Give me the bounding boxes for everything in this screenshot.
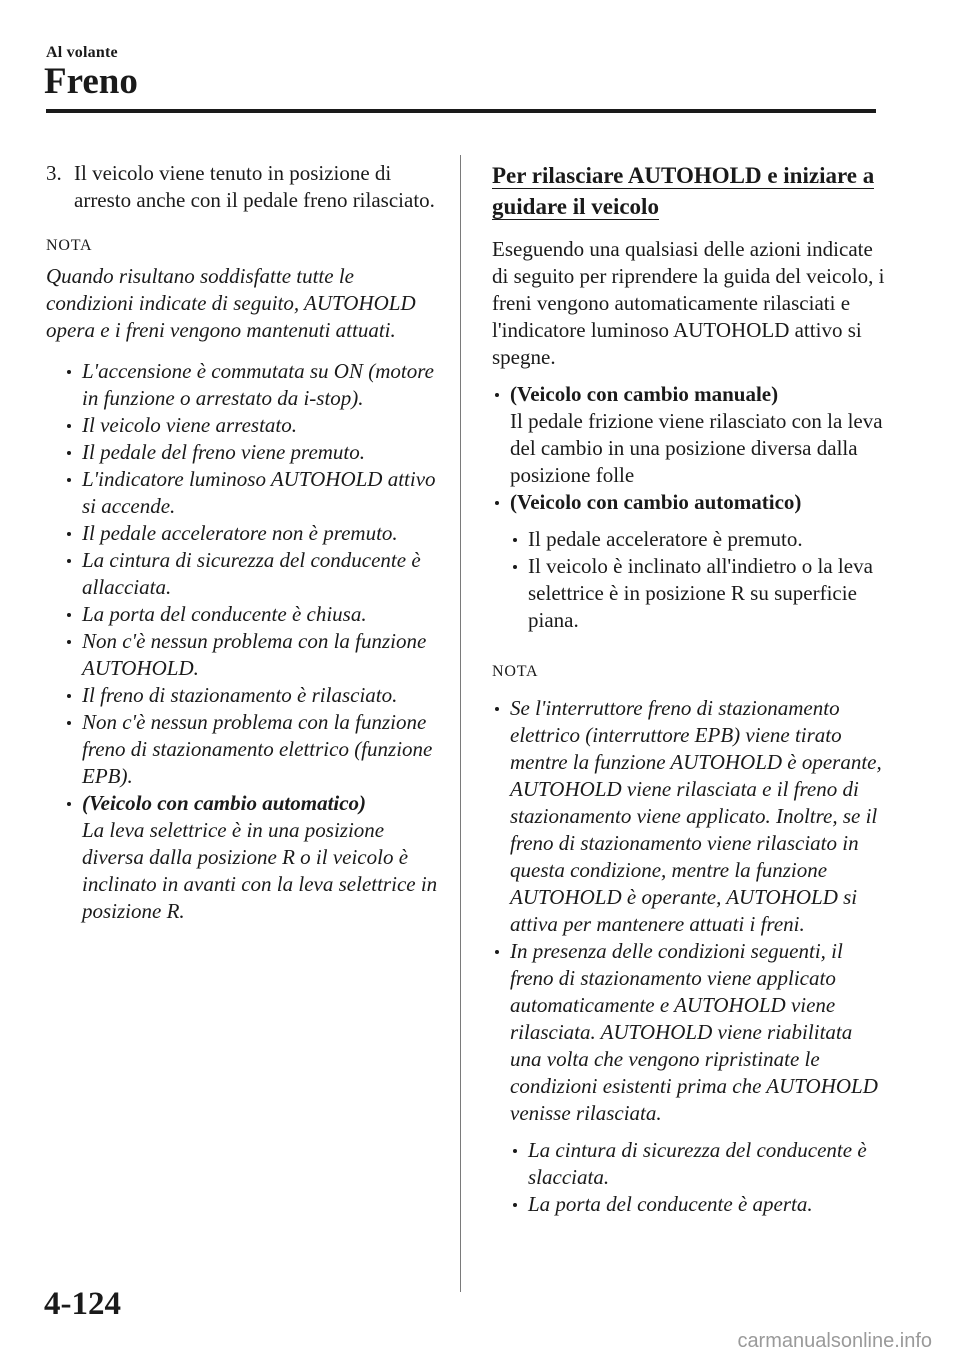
note-label: NOTA <box>46 237 93 254</box>
list-item: La cintura di sicurezza del conducente è slacciata. <box>510 1137 887 1191</box>
bullet-icon <box>67 370 71 374</box>
note-intro: Quando risultano soddisfatte tutte le condizioni indicate di seguito, AUTOHOLD opera e i freni vengono mantenuti attuati. <box>46 264 416 342</box>
list-item: In presenza delle condizioni seguenti, il freno di stazionamento viene applicato automaticamente e AUTOHOLD viene rilasciata. AUTOHOLD viene riabilitata una volta che vengono ripristinate le condizioni esistenti prima che AUTOHOLD venisse rilasciata. <box>492 938 887 1127</box>
list-item: Il veicolo viene arrestato. <box>64 412 442 439</box>
list-item: Il pedale acceleratore è premuto. <box>510 526 887 553</box>
automatic-heading: (Veicolo con cambio automatico) <box>510 490 802 514</box>
bullet-icon <box>495 393 499 397</box>
procedure-step <box>46 160 442 214</box>
bullet-icon <box>67 559 71 563</box>
list-item: Non c'è nessun problema con la funzione freno di stazionamento elettrico (funzione EPB). <box>64 709 442 790</box>
list-item <box>492 381 887 489</box>
release-intro: Eseguendo una qualsiasi delle azioni indicate di seguito per riprendere la guida del veicolo, i freni vengono automaticamente rilasciati e l'indicatore luminoso AUTOHOLD attivo si spegne. <box>492 237 885 369</box>
auto-text: La leva selettrice è in una posizione diversa dalla posizione R o il veicolo è inclinato in avanti con la leva selettrice in posizione R. <box>82 818 438 923</box>
manual-heading: (Veicolo con cambio manuale) <box>510 382 779 406</box>
header-rule <box>46 109 876 113</box>
column-divider <box>460 155 461 1292</box>
section-kicker: Al volante <box>46 44 118 61</box>
manual-text: Il pedale frizione viene rilasciato con la leva del cambio in una posizione diversa dalla posizione folle <box>510 409 883 487</box>
list-item: Il pedale del freno viene premuto. <box>64 439 442 466</box>
bullet-icon <box>67 451 71 455</box>
note-label: NOTA <box>492 663 539 680</box>
list-item: La porta del conducente è aperta. <box>510 1191 887 1218</box>
step-number: 3. <box>46 161 62 185</box>
note-sublist <box>510 1137 887 1218</box>
left-column <box>46 160 442 925</box>
bullet-icon <box>495 950 499 954</box>
list-item: Il veicolo è inclinato all'indietro o la leva selettrice è in posizione R su superficie piana. <box>510 553 887 634</box>
list-item: La cintura di sicurezza del conducente è allacciata. <box>64 547 442 601</box>
page-number: 4-124 <box>44 1286 121 1322</box>
watermark: carmanualsonline.info <box>737 1330 932 1352</box>
list-item: Il freno di stazionamento è rilasciato. <box>64 682 442 709</box>
bullet-icon <box>67 802 71 806</box>
list-item: L'accensione è commutata su ON (motore in funzione o arrestato da i-stop). <box>64 358 442 412</box>
bullet-icon <box>495 501 499 505</box>
auto-heading: (Veicolo con cambio automatico) <box>82 791 367 815</box>
bullet-icon <box>67 424 71 428</box>
bullet-icon <box>67 613 71 617</box>
bullet-icon <box>67 640 71 644</box>
note-list <box>492 695 887 1127</box>
bullet-icon <box>67 721 71 725</box>
right-column <box>492 160 887 1218</box>
bullet-icon <box>67 694 71 698</box>
bullet-icon <box>495 707 499 711</box>
list-item: Il pedale acceleratore non è premuto. <box>64 520 442 547</box>
list-item: L'indicatore luminoso AUTOHOLD attivo si accende. <box>64 466 442 520</box>
list-item: Non c'è nessun problema con la funzione AUTOHOLD. <box>64 628 442 682</box>
bullet-icon <box>513 565 517 569</box>
conditions-list <box>64 358 442 925</box>
list-item <box>492 489 887 516</box>
list-item: Se l'interruttore freno di stazionamento elettrico (interruttore EPB) viene tirato mentre la funzione AUTOHOLD è operante, AUTOHOLD viene rilasciata e il freno di stazionamento viene applicato. Inoltre, se il freno di stazionamento viene rilasciato in questa condizione, mentre la funzione AUTOHOLD è operante, AUTOHOLD si attiva per mantenere attuati i freni. <box>492 695 887 938</box>
step-text: Il veicolo viene tenuto in posizione di arresto anche con il pedale freno rilasciato. <box>74 161 435 212</box>
list-item <box>64 790 442 925</box>
bullet-icon <box>67 532 71 536</box>
bullet-icon <box>67 478 71 482</box>
list-item: La porta del conducente è chiusa. <box>64 601 442 628</box>
bullet-icon <box>513 538 517 542</box>
release-actions-list <box>492 381 887 516</box>
bullet-icon <box>513 1203 517 1207</box>
bullet-icon <box>513 1149 517 1153</box>
automatic-conditions-list <box>510 526 887 634</box>
section-title: Freno <box>44 61 138 102</box>
subheading: Per rilasciare AUTOHOLD e iniziare a guidare il veicolo <box>492 163 875 219</box>
